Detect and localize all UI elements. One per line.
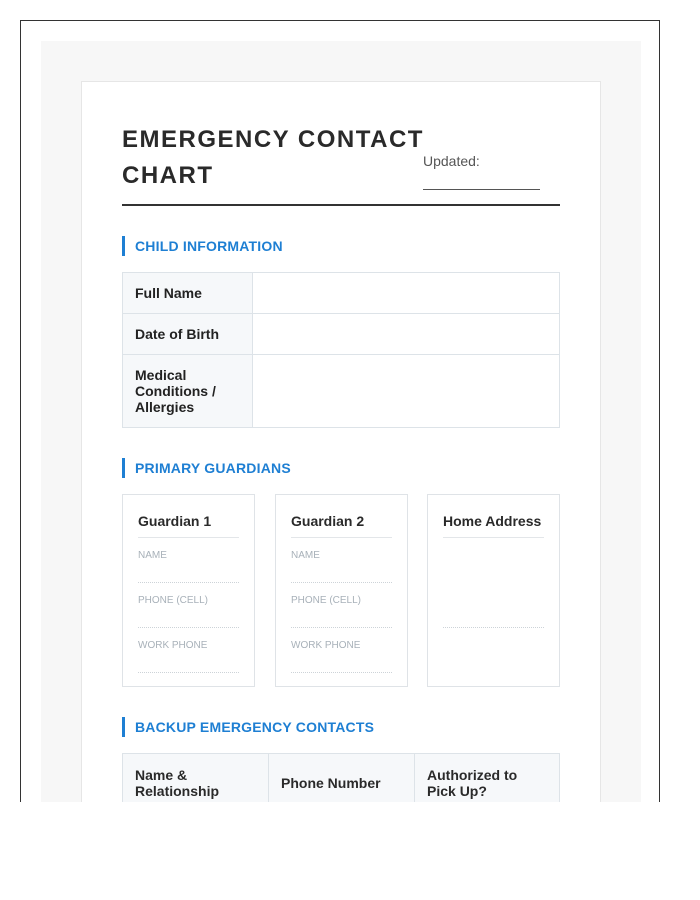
date-of-birth-field[interactable] <box>253 314 560 355</box>
row-label-full-name: Full Name <box>123 273 253 314</box>
guardian-1-card <box>122 494 255 687</box>
backup-contacts-table <box>122 753 560 802</box>
guardian-1-name-label: NAME <box>138 550 167 561</box>
guardian-1-work-label: WORK PHONE <box>138 640 208 651</box>
guardian-1-title: Guardian 1 <box>138 513 239 538</box>
guardian-2-work-label: WORK PHONE <box>291 640 361 651</box>
table-row <box>123 273 560 314</box>
table-header-row <box>123 754 560 803</box>
section-backup-contacts: BACKUP EMERGENCY CONTACTS <box>122 717 374 737</box>
guardian-2-cell-field[interactable] <box>291 607 392 628</box>
page-background <box>41 41 641 802</box>
home-address-title: Home Address <box>443 513 544 538</box>
updated-label: Updated: <box>423 153 480 169</box>
section-primary-guardians: PRIMARY GUARDIANS <box>122 458 291 478</box>
title-divider <box>122 204 560 206</box>
updated-date-line[interactable] <box>423 189 540 190</box>
home-address-card <box>427 494 560 687</box>
child-info-table <box>122 272 560 428</box>
column-phone-number: Phone Number <box>269 754 415 803</box>
column-authorized-pickup: Authorized to Pick Up? <box>415 754 560 803</box>
guardian-1-name-field[interactable] <box>138 562 239 583</box>
guardian-2-cell-label: PHONE (CELL) <box>291 595 362 606</box>
guardian-2-name-label: NAME <box>291 550 320 561</box>
home-address-field[interactable] <box>443 627 544 628</box>
page-title: EMERGENCY CONTACT CHART <box>122 126 424 189</box>
row-label-date-of-birth: Date of Birth <box>123 314 253 355</box>
guardian-2-name-field[interactable] <box>291 562 392 583</box>
guardian-1-cell-label: PHONE (CELL) <box>138 595 209 606</box>
guardian-1-work-field[interactable] <box>138 652 239 673</box>
guardian-1-cell-field[interactable] <box>138 607 239 628</box>
guardian-2-card <box>275 494 408 687</box>
medical-conditions-field[interactable] <box>253 355 560 428</box>
row-label-medical-conditions: Medical Conditions / Allergies <box>123 355 253 428</box>
table-row <box>123 314 560 355</box>
column-name-relationship: Name & Relationship <box>123 754 269 803</box>
document-frame <box>20 20 660 802</box>
guardian-2-work-field[interactable] <box>291 652 392 673</box>
full-name-field[interactable] <box>253 273 560 314</box>
table-row <box>123 355 560 428</box>
guardian-2-title: Guardian 2 <box>291 513 392 538</box>
section-child-information: CHILD INFORMATION <box>122 236 283 256</box>
document-page <box>81 81 601 802</box>
